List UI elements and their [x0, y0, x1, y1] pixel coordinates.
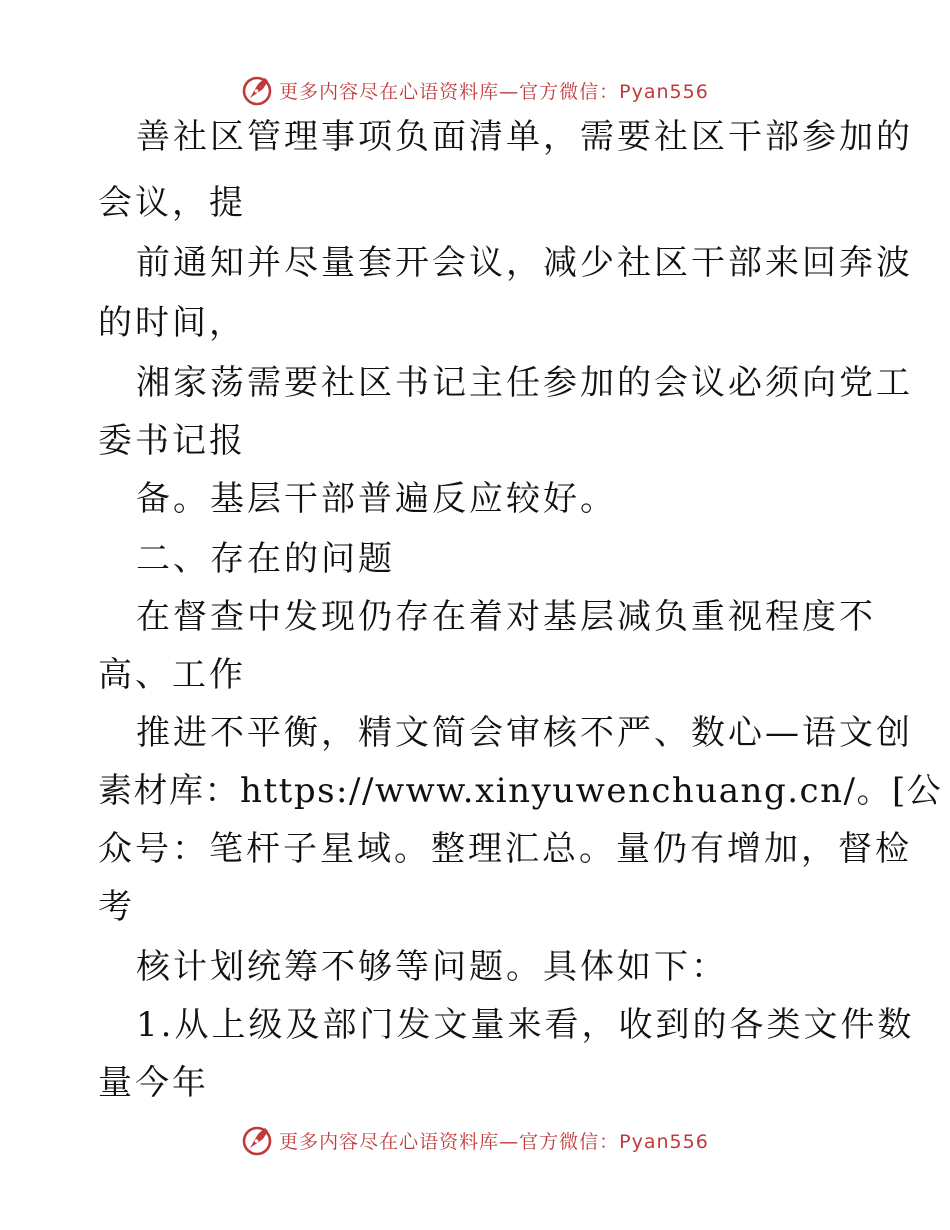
body-line: 的时间，: [98, 303, 246, 343]
body-line: 考: [98, 887, 135, 927]
body-line: 委书记报: [98, 421, 246, 461]
body-line: 核计划统筹不够等问题。具体如下：: [136, 947, 728, 987]
section-heading: 二、存在的问题: [136, 539, 395, 579]
body-line: 高、工作: [98, 655, 246, 695]
watermark-text: 更多内容尽在心语资料库—官方微信：Pyan556: [279, 80, 709, 103]
header-watermark: [0, 72, 950, 108]
body-line: 推进不平衡，精文简会审核不严、数心—语文创: [136, 713, 913, 753]
watermark-text: 更多内容尽在心语资料库—官方微信：Pyan556: [279, 1130, 709, 1153]
body-line: 在督查中发现仍存在着对基层减负重视程度不: [136, 597, 876, 637]
body-line: 1.从上级及部门发文量来看，收到的各类文件数: [136, 1005, 915, 1045]
pen-nib-logo-icon: [241, 1124, 273, 1156]
footer-watermark: [0, 1122, 950, 1158]
body-line: 众号：笔杆子星域。整理汇总。量仍有增加，督检: [98, 829, 912, 869]
body-line: 会议，提: [98, 183, 246, 223]
body-line: 湘家荡需要社区书记主任参加的会议必须向党工: [136, 363, 913, 403]
pen-nib-logo-icon: [241, 74, 273, 106]
body-line: 量今年: [98, 1063, 209, 1103]
body-line: 素材库：https://www.xinyuwenchuang.cn/。[公: [98, 771, 943, 811]
body-line: 备。基层干部普遍反应较好。: [136, 479, 617, 519]
body-line: 善社区管理事项负面清单，需要社区干部参加的: [136, 117, 913, 157]
body-line: 前通知并尽量套开会议，减少社区干部来回奔波: [136, 243, 913, 283]
